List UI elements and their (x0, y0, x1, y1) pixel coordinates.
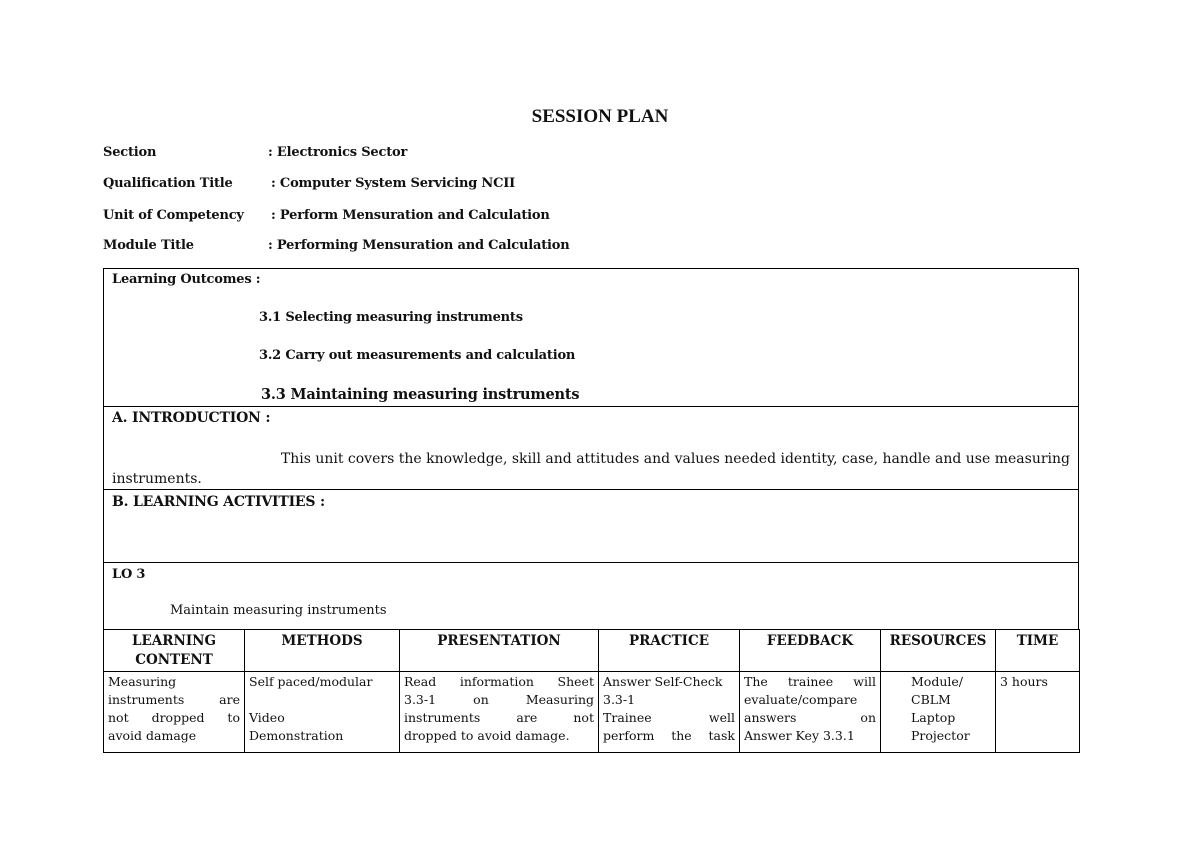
learning-activities-table (103, 629, 1080, 753)
jw: perform (603, 728, 655, 743)
learning-activities-heading: B. LEARNING ACTIVITIES : (112, 494, 325, 510)
meta-module (103, 238, 570, 253)
learning-activities-box (103, 489, 1079, 562)
jw: task (708, 728, 735, 743)
learning-outcome-item: 3.3 Maintaining measuring instruments (261, 386, 580, 403)
lo3-heading: LO 3 (112, 567, 146, 582)
meta-qualification-value: : Computer System Servicing NCII (271, 176, 516, 191)
introduction-heading: A. INTRODUCTION : (112, 410, 271, 426)
jw: instruments (404, 710, 481, 725)
jw: the (671, 728, 692, 743)
introduction-line-1: This unit covers the knowledge, skill and attitudes and values needed identity, case, handle and use measuring (280, 451, 1070, 467)
table-header-row (104, 630, 1080, 672)
jw: are (219, 692, 240, 707)
meta-module-value: : Performing Mensuration and Calculation (268, 238, 570, 253)
jw: will (853, 674, 876, 689)
jw: dropped (151, 710, 205, 725)
cell-learning-content: Measuring instruments are not dropped to avoid damage (104, 672, 245, 753)
jw: to (227, 710, 240, 725)
learning-outcomes-heading: Learning Outcomes : (112, 272, 261, 287)
jw: The (744, 674, 768, 689)
jw: Read (404, 674, 437, 689)
jw: Trainee (603, 710, 652, 725)
cell-methods: Self paced/modular Video Demonstration (245, 672, 400, 753)
meta-qualification-label: Qualification Title (103, 176, 233, 191)
learning-outcome-item: 3.1 Selecting measuring instruments (259, 310, 523, 325)
cell-practice: Answer Self-Check 3.3-1 Trainee well perform the task (599, 672, 740, 753)
meta-qualification (103, 176, 516, 191)
jw: instruments (108, 692, 185, 707)
jw: not (573, 710, 594, 725)
jw: 3.3-1 (404, 692, 437, 707)
jw: not (108, 710, 129, 725)
learning-outcomes-box (103, 268, 1079, 407)
header-resources: RESOURCES (881, 630, 996, 672)
introduction-box (103, 406, 1079, 489)
introduction-line-2: instruments. (112, 471, 202, 487)
jw: answers (744, 710, 797, 725)
jw: Sheet (557, 674, 594, 689)
meta-module-label: Module Title (103, 238, 194, 253)
cell-resources: Module/ CBLM Laptop Projector (881, 672, 996, 753)
jw: trainee (787, 674, 834, 689)
meta-section (103, 145, 408, 160)
header-methods: METHODS (245, 630, 400, 672)
page-title: SESSION PLAN (531, 106, 669, 127)
lo3-box (103, 562, 1079, 630)
header-learning-content: LEARNING CONTENT (104, 630, 245, 672)
jw: are (516, 710, 538, 725)
jw: well (708, 710, 735, 725)
jw: on (860, 710, 876, 725)
jw: on (473, 692, 489, 707)
cell-feedback: The trainee will evaluate/compare answers on Answer Key 3.3.1 (740, 672, 881, 753)
meta-section-label: Section (103, 145, 157, 160)
meta-unit (103, 208, 550, 223)
table-row (104, 672, 1080, 753)
header-practice: PRACTICE (599, 630, 740, 672)
jw: information (459, 674, 534, 689)
header-presentation: PRESENTATION (400, 630, 599, 672)
lo3-text: Maintain measuring instruments (170, 603, 387, 618)
learning-outcome-item: 3.2 Carry out measurements and calculation (259, 348, 576, 363)
header-feedback: FEEDBACK (740, 630, 881, 672)
meta-unit-value: : Perform Mensuration and Calculation (271, 208, 550, 223)
meta-unit-label: Unit of Competency (103, 208, 244, 223)
header-time: TIME (996, 630, 1080, 672)
cell-presentation: Read information Sheet 3.3-1 on Measuring instruments are not dropped to avoid damage. (400, 672, 599, 753)
jw: Measuring (525, 692, 594, 707)
introduction-text (112, 449, 1070, 489)
cell-time: 3 hours (996, 672, 1080, 753)
meta-section-value: : Electronics Sector (268, 145, 408, 160)
